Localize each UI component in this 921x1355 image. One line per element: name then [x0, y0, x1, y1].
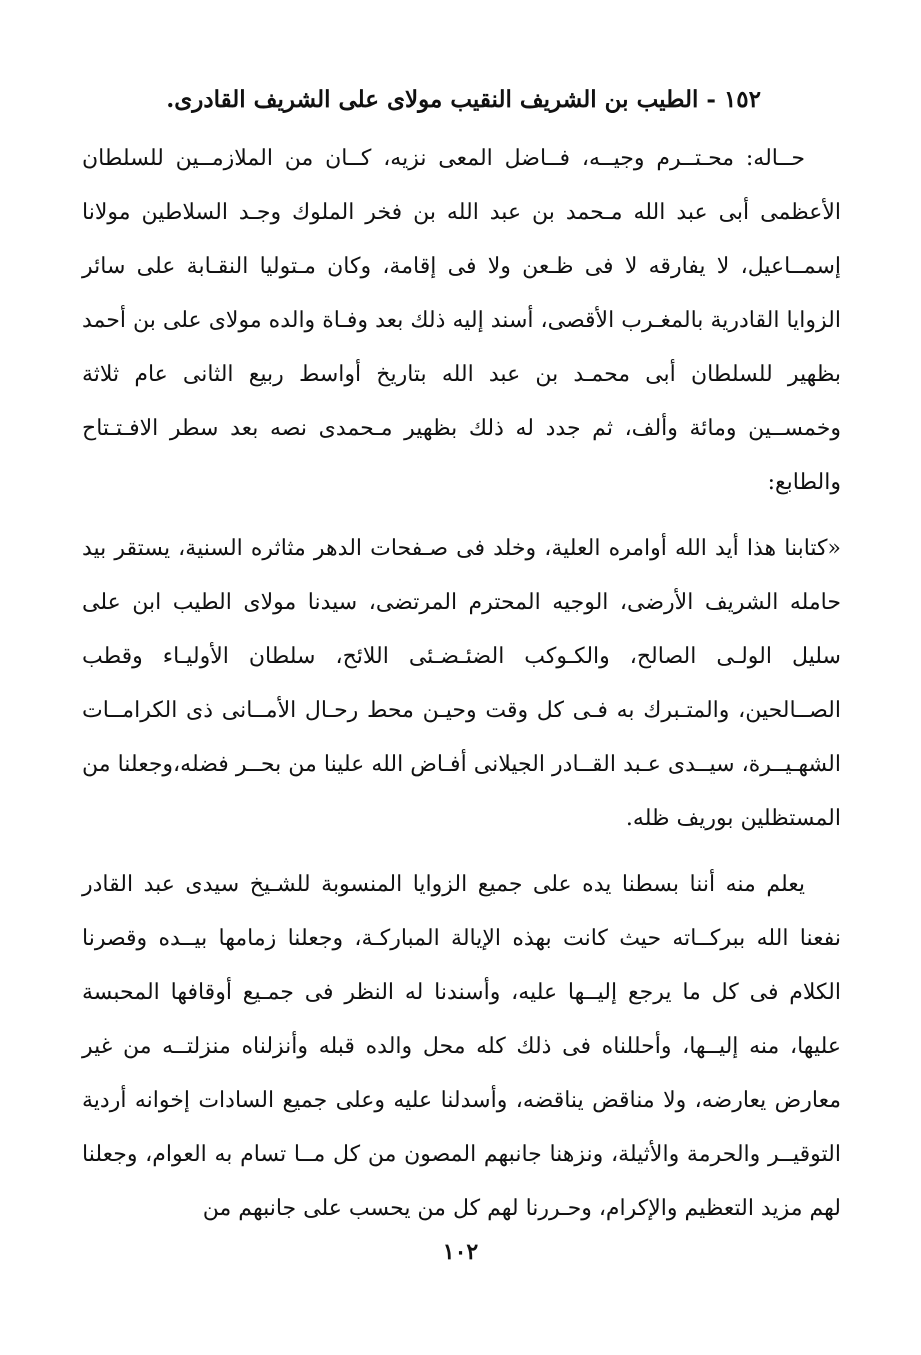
entry-heading: ١٥٢ - الطيب بن الشريف النقيب مولاى على الشريف القادرى. — [166, 86, 761, 113]
paragraph-biography: حــاله: محـتــرم وجيــه، فــاضل المعى نزيه، كــان من الملازمــين للسلطان الأعظمى أبى عبد الله مـحمد بن عبد الله بن فخر الملوك وجـد السلاطين مولانا إسمــاعيل، لا يفارقه لا فى ظـعن ولا فى إقامة، وكان مـتوليا النقـابة على سائر الزوايا القادرية بالمغـرب الأقصى، أسند إليه ذلك بعد وفـاة والده مولاى على بن أحمد بظهير للسلطان أبى محمـد بن عبد الله بتاريخ أواسط ربيع الثانى عام ثلاثة وخمســين ومائة وألف، ثم جدد له ذلك بظهير مـحمدى نصه بعد سطر الافـتـتاح والطابع: — [82, 146, 841, 495]
paragraph-decree-body: يعلم منه أننا بسطنا يده على جميع الزوايا المنسوبة للشـيخ سيدى عبد القادر نفعنا الله ببركــاته حيث كانت بهذه الإيالة المباركـة، وجعلنا زمامها بيــده وقصرنا الكلام فى كل ما يرجع إليــها عليه، وأسندنا له النظر فى جمـيع أوقافها المحبسة عليها، منه إليــها، وأحللناه فى ذلك كله محل والده قبله وأنزلناه منزلتــه من غير معارض يعارضه، ولا مناقض يناقضه، وأسدلنا عليه وعلى جميع السادات إخوانه أردية التوقيــر والحرمة والأثيلة، ونزهنا جانبهم المصون من كل مــا تسام به العوام، وجعلنا لهم مزيد التعظيم والإكرام، وحـررنا لهم كل من يحسب على جانبهم من — [82, 872, 841, 1221]
page-number: ١٠٢ — [442, 1239, 479, 1265]
paragraph-decree-opening: «كتابنا هذا أيد الله أوامره العلية، وخلد فى صـفحات الدهر مثاثره السنية، يستقر بيد حامله الشريف الأرضى، الوجيه المحترم المرتضى، سيدنا مولاى الطيب ابن على سليل الولـى الصالح، والكـوكب الضئـضـئى اللائح، سلطان الأوليـاء وقطب الصــالحين، والمتـبرك به فـى كل وقت وحيـن محط رحـال الأمــانى ذى الكرامــات الشهـيــرة، سيــدى عـبد القــادر الجيلانى أفـاض الله علينا من بحــر فضله،وجعلنا من المستظلين بوريف ظله. — [82, 536, 841, 831]
body-text — [82, 132, 841, 1236]
